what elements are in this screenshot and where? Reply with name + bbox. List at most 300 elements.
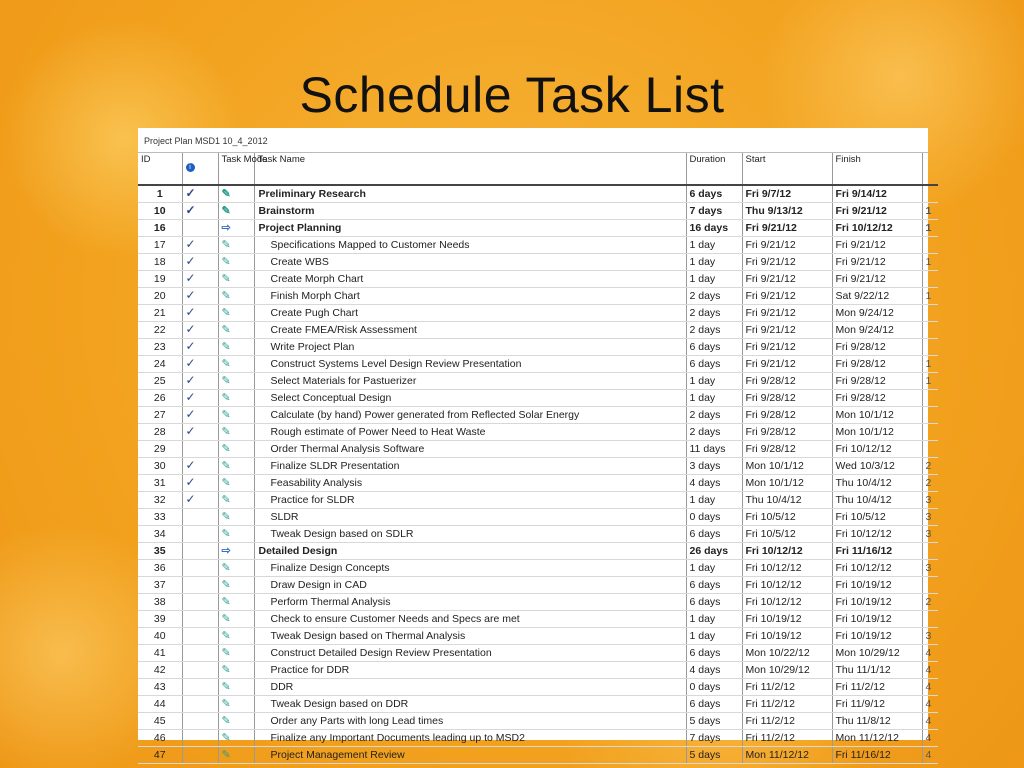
table-row[interactable] (138, 679, 938, 696)
task-table (138, 153, 938, 764)
task-id: 17 (138, 237, 182, 254)
task-finish: Fri 10/12/12 (832, 526, 922, 543)
task-extra: 3 (922, 509, 938, 526)
task-start: Fri 9/28/12 (742, 390, 832, 407)
task-start: Fri 9/21/12 (742, 305, 832, 322)
task-start: Fri 10/12/12 (742, 594, 832, 611)
task-extra: 4 (922, 696, 938, 713)
task-id: 24 (138, 356, 182, 373)
table-row[interactable] (138, 254, 938, 271)
header-id[interactable]: ID (138, 153, 182, 185)
task-extra: 4 (922, 645, 938, 662)
task-id: 37 (138, 577, 182, 594)
task-name: SLDR (254, 509, 686, 526)
task-duration: 1 day (686, 271, 742, 288)
table-row[interactable] (138, 611, 938, 628)
info-icon: i (186, 163, 195, 172)
task-indicator (182, 526, 218, 543)
task-id: 47 (138, 747, 182, 764)
task-indicator (182, 356, 218, 373)
table-row[interactable] (138, 305, 938, 322)
task-extra: 1 (922, 373, 938, 390)
task-mode (218, 424, 254, 441)
task-indicator (182, 696, 218, 713)
task-mode-auto-icon: ✎ (221, 391, 231, 404)
task-id: 25 (138, 373, 182, 390)
task-duration: 3 days (686, 458, 742, 475)
task-mode-auto-icon: ✎ (221, 714, 231, 727)
checkmark-icon: ✓ (185, 475, 196, 489)
table-row[interactable] (138, 509, 938, 526)
task-mode (218, 577, 254, 594)
checkmark-icon: ✓ (185, 373, 196, 387)
checkmark-icon: ✓ (185, 356, 196, 370)
table-row[interactable] (138, 203, 938, 220)
checkmark-icon: ✓ (185, 322, 196, 336)
task-mode-auto-icon: ✎ (221, 527, 231, 540)
task-mode-auto-icon: ✎ (221, 442, 231, 455)
task-duration: 0 days (686, 509, 742, 526)
task-indicator (182, 543, 218, 560)
header-finish[interactable]: Finish (832, 153, 922, 185)
task-name: Order Thermal Analysis Software (254, 441, 686, 458)
task-name: Select Materials for Pastuerizer (254, 373, 686, 390)
task-mode (218, 203, 254, 220)
task-id: 19 (138, 271, 182, 288)
table-row[interactable] (138, 696, 938, 713)
task-id: 32 (138, 492, 182, 509)
table-row[interactable] (138, 730, 938, 747)
task-indicator (182, 577, 218, 594)
task-start: Fri 10/5/12 (742, 526, 832, 543)
task-id: 26 (138, 390, 182, 407)
task-duration: 6 days (686, 696, 742, 713)
task-indicator (182, 594, 218, 611)
table-row[interactable] (138, 288, 938, 305)
task-id: 33 (138, 509, 182, 526)
table-row[interactable] (138, 407, 938, 424)
task-body (138, 185, 938, 764)
task-extra: 1 (922, 203, 938, 220)
table-row[interactable] (138, 220, 938, 237)
table-row[interactable] (138, 645, 938, 662)
task-name: Create Morph Chart (254, 271, 686, 288)
task-id: 18 (138, 254, 182, 271)
table-row[interactable] (138, 628, 938, 645)
task-mode-auto-icon: ✎ (221, 238, 231, 251)
task-extra (922, 390, 938, 407)
task-mode (218, 730, 254, 747)
task-id: 16 (138, 220, 182, 237)
task-id: 29 (138, 441, 182, 458)
task-name: Draw Design in CAD (254, 577, 686, 594)
task-name: Select Conceptual Design (254, 390, 686, 407)
task-mode-auto-icon: ✎ (221, 323, 231, 336)
task-finish: Wed 10/3/12 (832, 458, 922, 475)
task-indicator (182, 611, 218, 628)
task-duration: 4 days (686, 475, 742, 492)
task-duration: 2 days (686, 424, 742, 441)
task-indicator (182, 237, 218, 254)
task-name: Create WBS (254, 254, 686, 271)
task-name: Perform Thermal Analysis (254, 594, 686, 611)
task-indicator (182, 390, 218, 407)
task-mode-auto-icon: ✎ (221, 510, 231, 523)
task-start: Fri 9/21/12 (742, 237, 832, 254)
checkmark-icon: ✓ (185, 339, 196, 353)
checkmark-icon: ✓ (185, 458, 196, 472)
task-finish: Fri 10/19/12 (832, 594, 922, 611)
task-id: 43 (138, 679, 182, 696)
task-mode (218, 696, 254, 713)
task-id: 38 (138, 594, 182, 611)
task-id: 41 (138, 645, 182, 662)
task-indicator (182, 492, 218, 509)
task-finish: Mon 10/1/12 (832, 407, 922, 424)
task-name: Create FMEA/Risk Assessment (254, 322, 686, 339)
task-finish: Fri 9/28/12 (832, 339, 922, 356)
checkmark-icon: ✓ (185, 271, 196, 285)
task-id: 36 (138, 560, 182, 577)
task-finish: Fri 9/28/12 (832, 356, 922, 373)
task-start: Fri 10/19/12 (742, 611, 832, 628)
task-indicator (182, 407, 218, 424)
task-extra (922, 577, 938, 594)
task-start: Fri 9/28/12 (742, 441, 832, 458)
task-indicator (182, 679, 218, 696)
task-finish: Mon 10/29/12 (832, 645, 922, 662)
task-mode-auto-icon: ✎ (221, 629, 231, 642)
task-id: 40 (138, 628, 182, 645)
task-start: Thu 9/13/12 (742, 203, 832, 220)
task-name: Tweak Design based on SDLR (254, 526, 686, 543)
table-row[interactable] (138, 356, 938, 373)
task-mode (218, 645, 254, 662)
table-row[interactable] (138, 526, 938, 543)
task-start: Fri 9/7/12 (742, 185, 832, 203)
task-duration: 1 day (686, 628, 742, 645)
task-mode (218, 288, 254, 305)
task-extra: 4 (922, 730, 938, 747)
task-finish: Fri 9/28/12 (832, 390, 922, 407)
task-indicator (182, 288, 218, 305)
task-duration: 0 days (686, 679, 742, 696)
header-start[interactable]: Start (742, 153, 832, 185)
task-id: 44 (138, 696, 182, 713)
task-extra (922, 237, 938, 254)
task-mode-auto-icon: ✎ (221, 646, 231, 659)
task-finish: Fri 9/21/12 (832, 271, 922, 288)
task-extra: 3 (922, 492, 938, 509)
task-mode-auto-icon: ✎ (221, 340, 231, 353)
checkmark-icon: ✓ (185, 424, 196, 438)
task-mode-auto-icon: ✎ (221, 374, 231, 387)
task-duration: 16 days (686, 220, 742, 237)
task-indicator (182, 441, 218, 458)
task-finish: Thu 11/1/12 (832, 662, 922, 679)
table-row[interactable] (138, 577, 938, 594)
task-mode-auto-icon: ✎ (221, 187, 231, 200)
task-start: Fri 9/28/12 (742, 407, 832, 424)
table-row[interactable] (138, 458, 938, 475)
task-start: Fri 9/21/12 (742, 322, 832, 339)
table-row[interactable] (138, 339, 938, 356)
task-mode-auto-icon: ✎ (221, 357, 231, 370)
task-name: Practice for DDR (254, 662, 686, 679)
task-start: Fri 9/21/12 (742, 271, 832, 288)
task-mode-auto-icon: ✎ (221, 697, 231, 710)
task-duration: 6 days (686, 577, 742, 594)
task-mode (218, 356, 254, 373)
checkmark-icon: ✓ (185, 492, 196, 506)
task-finish: Fri 11/9/12 (832, 696, 922, 713)
task-name: Tweak Design based on DDR (254, 696, 686, 713)
header-extra (922, 153, 938, 185)
task-indicator (182, 730, 218, 747)
task-indicator (182, 509, 218, 526)
task-mode-auto-icon: ✎ (221, 425, 231, 438)
task-finish: Mon 9/24/12 (832, 305, 922, 322)
plan-title: Project Plan MSD1 10_4_2012 (138, 128, 928, 153)
task-id: 20 (138, 288, 182, 305)
task-duration: 26 days (686, 543, 742, 560)
task-mode-auto-icon: ✎ (221, 408, 231, 421)
task-start: Mon 10/22/12 (742, 645, 832, 662)
task-name: Construct Detailed Design Review Presentation (254, 645, 686, 662)
task-id: 27 (138, 407, 182, 424)
task-name: Project Management Review (254, 747, 686, 764)
task-id: 30 (138, 458, 182, 475)
task-indicator (182, 271, 218, 288)
task-mode (218, 747, 254, 764)
task-duration: 6 days (686, 185, 742, 203)
task-extra (922, 543, 938, 560)
task-extra (922, 407, 938, 424)
task-indicator (182, 458, 218, 475)
task-indicator (182, 424, 218, 441)
task-finish: Thu 10/4/12 (832, 475, 922, 492)
task-id: 1 (138, 185, 182, 203)
checkmark-icon: ✓ (185, 203, 196, 217)
task-extra: 1 (922, 220, 938, 237)
table-row[interactable] (138, 560, 938, 577)
task-indicator (182, 662, 218, 679)
checkmark-icon: ✓ (185, 407, 196, 421)
task-extra: 3 (922, 560, 938, 577)
task-mode-auto-icon: ✎ (221, 561, 231, 574)
task-start: Fri 10/19/12 (742, 628, 832, 645)
task-mode-auto-icon: ✎ (221, 459, 231, 472)
task-start: Fri 9/21/12 (742, 254, 832, 271)
task-name: Finalize SLDR Presentation (254, 458, 686, 475)
task-mode (218, 458, 254, 475)
table-row[interactable] (138, 475, 938, 492)
task-duration: 1 day (686, 373, 742, 390)
task-id: 39 (138, 611, 182, 628)
task-duration: 5 days (686, 747, 742, 764)
table-row[interactable] (138, 543, 938, 560)
task-extra (922, 305, 938, 322)
checkmark-icon: ✓ (185, 390, 196, 404)
task-extra: 1 (922, 356, 938, 373)
task-mode-summary-icon: ⇨ (221, 221, 231, 234)
task-finish: Sat 9/22/12 (832, 288, 922, 305)
task-mode (218, 339, 254, 356)
task-indicator (182, 475, 218, 492)
task-mode (218, 492, 254, 509)
checkmark-icon: ✓ (185, 186, 196, 200)
task-mode (218, 441, 254, 458)
task-start: Mon 10/1/12 (742, 458, 832, 475)
table-row[interactable] (138, 322, 938, 339)
header-row (138, 153, 938, 185)
task-mode (218, 237, 254, 254)
checkmark-icon: ✓ (185, 305, 196, 319)
task-finish: Thu 10/4/12 (832, 492, 922, 509)
table-row[interactable] (138, 492, 938, 509)
task-finish: Mon 11/12/12 (832, 730, 922, 747)
task-mode-summary-icon: ⇨ (221, 544, 231, 557)
task-duration: 1 day (686, 611, 742, 628)
task-mode-auto-icon: ✎ (221, 272, 231, 285)
task-id: 31 (138, 475, 182, 492)
table-row[interactable] (138, 237, 938, 254)
task-duration: 1 day (686, 492, 742, 509)
task-mode (218, 390, 254, 407)
task-start: Fri 11/2/12 (742, 696, 832, 713)
task-duration: 7 days (686, 203, 742, 220)
task-extra: 1 (922, 288, 938, 305)
task-start: Mon 10/29/12 (742, 662, 832, 679)
task-extra (922, 339, 938, 356)
header-task-mode[interactable]: Task Mode (218, 153, 254, 185)
task-name: Calculate (by hand) Power generated from Reflected Solar Energy (254, 407, 686, 424)
task-indicator (182, 339, 218, 356)
task-extra: 4 (922, 713, 938, 730)
task-duration: 2 days (686, 407, 742, 424)
task-mode (218, 509, 254, 526)
task-extra: 4 (922, 662, 938, 679)
task-duration: 1 day (686, 237, 742, 254)
task-extra (922, 441, 938, 458)
task-name: Construct Systems Level Design Review Presentation (254, 356, 686, 373)
task-extra: 2 (922, 458, 938, 475)
task-start: Mon 10/1/12 (742, 475, 832, 492)
task-extra: 4 (922, 679, 938, 696)
header-task-name[interactable]: Task Name (254, 153, 686, 185)
task-start: Fri 11/2/12 (742, 679, 832, 696)
table-row[interactable] (138, 747, 938, 764)
task-sheet (138, 128, 932, 761)
task-extra: 2 (922, 475, 938, 492)
checkmark-icon: ✓ (185, 254, 196, 268)
task-duration: 6 days (686, 594, 742, 611)
task-finish: Fri 10/12/12 (832, 220, 922, 237)
task-mode (218, 271, 254, 288)
table-row[interactable] (138, 441, 938, 458)
task-id: 22 (138, 322, 182, 339)
task-indicator (182, 220, 218, 237)
task-finish: Mon 9/24/12 (832, 322, 922, 339)
task-duration: 6 days (686, 339, 742, 356)
table-row[interactable] (138, 662, 938, 679)
task-mode (218, 560, 254, 577)
task-finish: Fri 11/16/12 (832, 747, 922, 764)
task-finish: Fri 9/14/12 (832, 185, 922, 203)
task-duration: 2 days (686, 305, 742, 322)
task-finish: Mon 10/1/12 (832, 424, 922, 441)
header-duration[interactable]: Duration (686, 153, 742, 185)
task-indicator (182, 203, 218, 220)
task-mode (218, 594, 254, 611)
table-row[interactable] (138, 185, 938, 203)
task-extra (922, 322, 938, 339)
task-name: Brainstorm (254, 203, 686, 220)
task-start: Fri 9/21/12 (742, 288, 832, 305)
table-row[interactable] (138, 713, 938, 730)
task-name: Detailed Design (254, 543, 686, 560)
task-id: 23 (138, 339, 182, 356)
table-row[interactable] (138, 594, 938, 611)
task-indicator (182, 373, 218, 390)
table-row[interactable] (138, 390, 938, 407)
task-duration: 7 days (686, 730, 742, 747)
task-mode (218, 322, 254, 339)
task-mode-auto-icon: ✎ (221, 680, 231, 693)
task-id: 45 (138, 713, 182, 730)
task-name: Order any Parts with long Lead times (254, 713, 686, 730)
task-id: 21 (138, 305, 182, 322)
task-extra (922, 271, 938, 288)
task-name: Check to ensure Customer Needs and Specs are met (254, 611, 686, 628)
task-indicator (182, 628, 218, 645)
task-start: Thu 10/4/12 (742, 492, 832, 509)
task-name: Specifications Mapped to Customer Needs (254, 237, 686, 254)
task-id: 34 (138, 526, 182, 543)
task-finish: Fri 9/21/12 (832, 203, 922, 220)
task-mode (218, 475, 254, 492)
task-mode-auto-icon: ✎ (221, 476, 231, 489)
task-indicator (182, 305, 218, 322)
task-finish: Fri 9/28/12 (832, 373, 922, 390)
task-id: 35 (138, 543, 182, 560)
task-extra (922, 185, 938, 203)
task-id: 28 (138, 424, 182, 441)
task-duration: 6 days (686, 645, 742, 662)
task-extra: 3 (922, 628, 938, 645)
task-name: Finalize any Important Documents leading up to MSD2 (254, 730, 686, 747)
task-name: Project Planning (254, 220, 686, 237)
task-name: Feasability Analysis (254, 475, 686, 492)
task-mode-auto-icon: ✎ (221, 204, 231, 217)
task-name: Tweak Design based on Thermal Analysis (254, 628, 686, 645)
task-start: Fri 9/21/12 (742, 220, 832, 237)
slide-title: Schedule Task List (299, 67, 725, 123)
task-finish: Fri 10/19/12 (832, 577, 922, 594)
task-id: 46 (138, 730, 182, 747)
table-row[interactable] (138, 424, 938, 441)
task-indicator (182, 645, 218, 662)
task-name: Preliminary Research (254, 185, 686, 203)
task-mode (218, 220, 254, 237)
table-row[interactable] (138, 373, 938, 390)
header-indicators[interactable] (182, 153, 218, 185)
task-extra (922, 424, 938, 441)
task-start: Fri 10/12/12 (742, 577, 832, 594)
task-indicator (182, 747, 218, 764)
task-mode (218, 526, 254, 543)
table-row[interactable] (138, 271, 938, 288)
